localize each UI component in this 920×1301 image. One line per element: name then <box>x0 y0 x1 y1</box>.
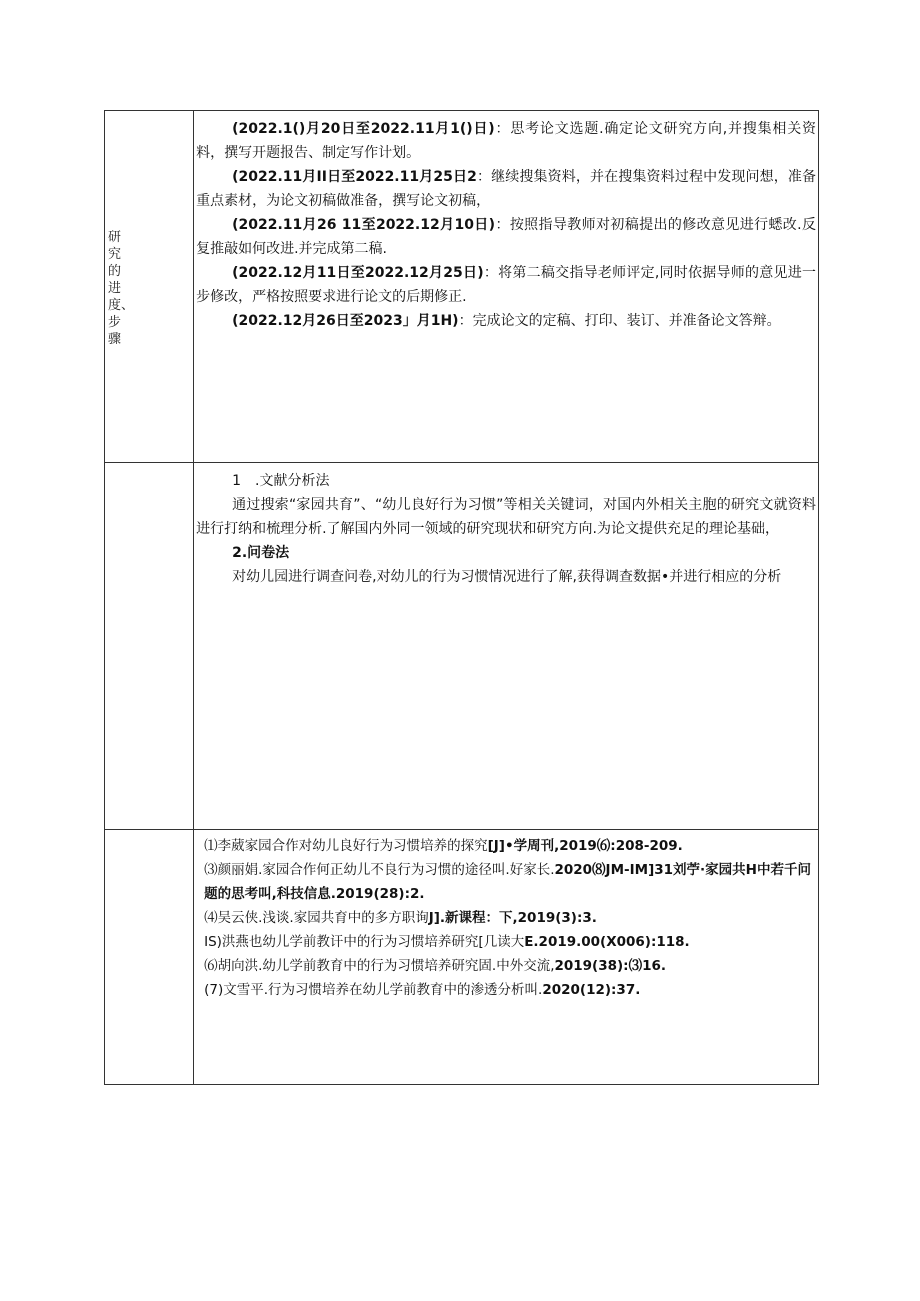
schedule-text: ：按照指导教师对初稿提出的修改意见进行蟋改.反复推敲如何改进.并完成第二稿. <box>196 217 816 257</box>
progress-content-cell <box>194 111 819 463</box>
method-title: 1 .文献分析法 <box>232 473 330 489</box>
reference-item <box>204 930 816 954</box>
reference-source: E.2019.00(X006):118. <box>524 934 690 950</box>
reference-item <box>204 906 816 930</box>
references-list <box>194 830 818 1002</box>
progress-label: 研究的进度、步骤 <box>108 230 135 347</box>
methods-label-cell <box>105 463 194 830</box>
reference-item <box>204 954 816 978</box>
schedule-item <box>196 165 816 213</box>
methods-row <box>105 463 819 830</box>
progress-row <box>105 111 819 463</box>
schedule-date: (2022.1()月20日至2022.11月1()日) <box>232 121 495 137</box>
schedule-item <box>196 261 816 309</box>
reference-text: ⑷吴云侠.浅谈.家园共育中的多方职询 <box>204 910 429 926</box>
reference-text: ⑶颜丽娟.家园合作何正幼儿不良行为习惯的途径叫.好家长. <box>204 862 555 878</box>
methods-content-cell <box>194 463 819 830</box>
reference-text: ⑴李葳家园合作对幼儿良好行为习惯培养的探究 <box>204 838 488 854</box>
reference-source: [J]•学周刊,2019⑹:208-209. <box>487 838 683 854</box>
research-methods <box>194 463 818 589</box>
proposal-form-table <box>104 110 819 1085</box>
reference-item <box>204 834 816 858</box>
progress-schedule <box>194 111 818 333</box>
schedule-date: (2022.12月11日至2022.12月25日) <box>232 265 484 281</box>
schedule-date: (2022.11月26 11至2022.12月10日) <box>232 217 496 233</box>
reference-item <box>204 858 816 906</box>
schedule-item <box>196 117 816 165</box>
schedule-text: ：完成论文的定稿、打印、装订、并准备论文答辩。 <box>458 313 781 329</box>
reference-text: ⑹胡向洪.幼儿学前教育中的行为习惯培养研究固.中外交流, <box>204 958 555 974</box>
reference-text: (7)文雪平.行为习惯培养在幼儿学前教育中的渗透分析叫. <box>204 982 543 998</box>
schedule-text: ：继续搜集资料，并在搜集资料过程中发现问想，准备重点素材，为论文初稿做准备，撰写论文初稿， <box>196 169 816 209</box>
schedule-item <box>196 213 816 261</box>
schedule-date: (2022.12月26日至2023」月1H) <box>232 313 459 329</box>
schedule-text: ：思考论文选题.确定论文研究方向,并搜集相关资料，撰写开题报告、制定写作计划。 <box>196 121 817 161</box>
method-body: 对幼儿园进行调查问卷,对幼儿的行为习惯情况进行了解,获得调查数据•并进行相应的分析 <box>232 569 782 585</box>
schedule-item <box>196 309 816 333</box>
references-label-cell <box>105 830 194 1085</box>
reference-text: IS)洪燕也幼儿学前教讦中的行为习惯培养研究[几读大 <box>204 934 525 950</box>
schedule-text: ：将第二稿交指导老师评定,同时依据导师的意见进一步修改，严格按照要求进行论文的后期修正. <box>196 265 816 305</box>
reference-source: 2019(38):⑶16. <box>554 958 666 974</box>
reference-item <box>204 978 816 1002</box>
references-row <box>105 830 819 1085</box>
reference-source: 2020⑻JM-IM]31刘苧·家园共H中若千问题的思考叫,科技信息.2019(28):2. <box>204 862 811 902</box>
reference-source: J].新课程：下,2019(3):3. <box>428 910 597 926</box>
references-content-cell <box>194 830 819 1085</box>
progress-label-cell <box>105 111 194 463</box>
method-body: 通过搜索“家园共育”、“幼儿良好行为习惯”等相关关键词，对国内外相关主胞的研究文就资料进行打纳和梳理分析.了解国内外同一领域的研究现状和研究方向.为论文提供充足的理论基础， <box>196 497 816 537</box>
reference-source: 2020(12):37. <box>542 982 641 998</box>
method-title: 2.问卷法 <box>232 545 290 561</box>
schedule-date: (2022.11月II日至2022.11月25日2 <box>232 169 477 185</box>
